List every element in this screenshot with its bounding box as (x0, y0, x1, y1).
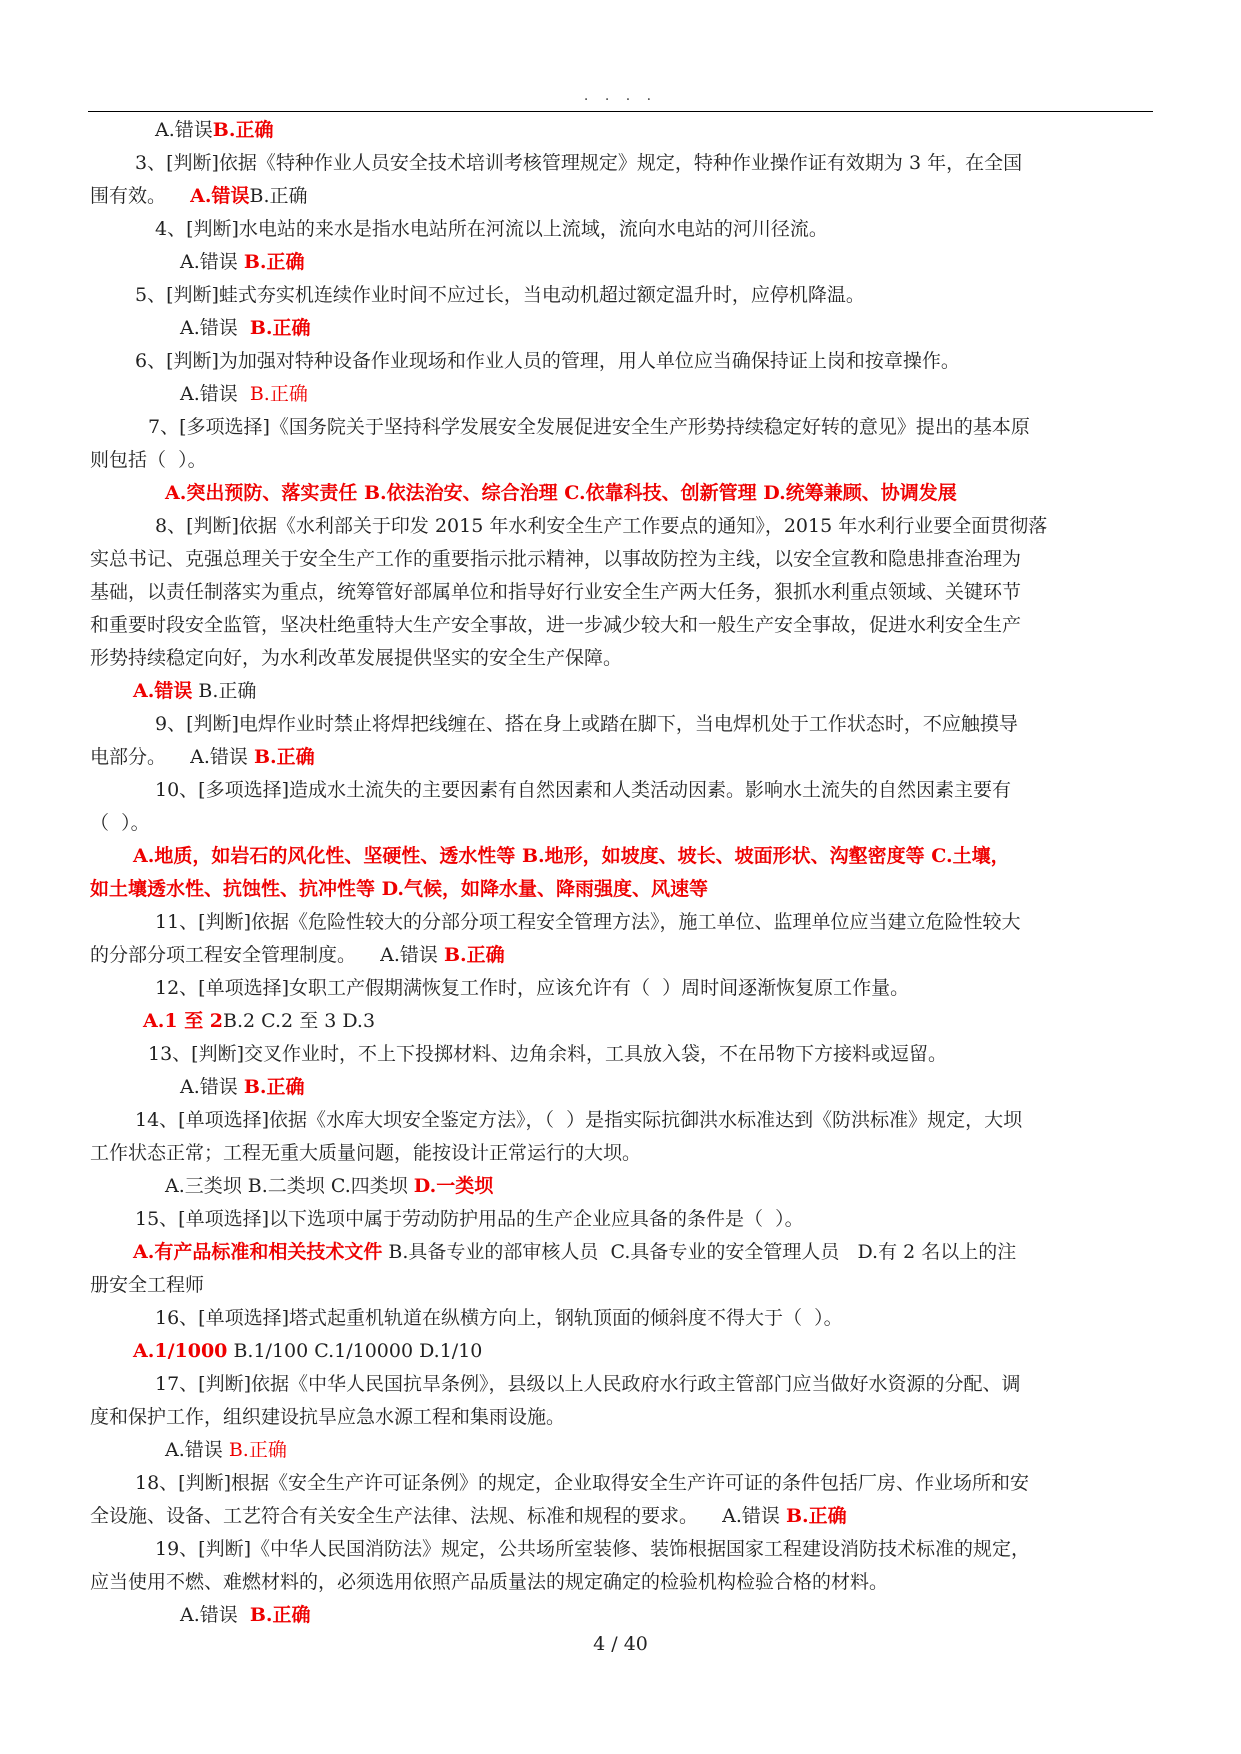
text-segment: 4、[判断]水电站的来水是指水电站所在河流以上流域，流向水电站的河川径流。 (155, 218, 828, 240)
answer-highlight: A.突出预防、落实责任 B.依法治安、综合治理 C.依靠科技、创新管理 D.统筹兼顾、协调发展 (165, 482, 957, 504)
answer-highlight: B.正确 (212, 119, 274, 141)
text-segment: A.错误 (180, 383, 250, 405)
text-line (0, 1404, 1241, 1430)
text-line (0, 711, 1241, 737)
text-segment: 9、[判断]电焊作业时禁止将焊把线缠在、搭在身上或踏在脚下，当电焊机处于工作状态时，不应触摸导 (155, 713, 1018, 735)
text-line (0, 1569, 1241, 1595)
text-line (0, 843, 1241, 869)
text-segment: 度和保护工作，组织建设抗旱应急水源工程和集雨设施。 (90, 1406, 566, 1428)
text-segment: 电部分。 A.错误 (90, 746, 254, 768)
text-line (0, 1041, 1241, 1067)
text-segment: B.具备专业的部审核人员 C.具备专业的安全管理人员 D.有 2 名以上的注 (382, 1241, 1017, 1263)
text-segment: A.三类坝 B.二类坝 C.四类坝 (165, 1175, 414, 1197)
text-line (0, 1338, 1241, 1364)
text-segment: 17、[判断]依据《中华人民国抗旱条例》，县级以上人民政府水行政主管部门应当做好水资源的分配、调 (155, 1373, 1021, 1395)
text-segment: 3、[判断]依据《特种作业人员安全技术培训考核管理规定》规定，特种作业操作证有效期为 3 年，在全国 (135, 152, 1023, 174)
text-line (0, 381, 1241, 407)
text-line (0, 744, 1241, 770)
text-segment: 工作状态正常；工程无重大质量问题，能按设计正常运行的大坝。 (90, 1142, 642, 1164)
text-line (0, 1470, 1241, 1496)
answer-highlight: A.错误 (190, 185, 250, 207)
text-line (0, 1239, 1241, 1265)
text-segment: 册安全工程师 (90, 1274, 205, 1296)
answer-highlight: B.正确 (443, 944, 505, 966)
text-segment: 的分部分项工程安全管理制度。 A.错误 (90, 944, 444, 966)
text-line (0, 183, 1241, 209)
text-line (0, 909, 1241, 935)
answer-highlight: B.正确 (243, 251, 305, 273)
text-segment: B.2 C.2 至 3 D.3 (223, 1010, 376, 1032)
text-line (0, 1437, 1241, 1463)
answer-highlight: B.正确 (253, 746, 315, 768)
text-segment: A.错误 (180, 1076, 244, 1098)
text-line (0, 282, 1241, 308)
text-segment: 基础，以责任制落实为重点，统筹管好部属单位和指导好行业安全生产两大任务，狠抓水利重点领域、关键环节 (90, 581, 1022, 603)
text-line (0, 513, 1241, 539)
answer-highlight: A.1 至 2 (143, 1010, 224, 1032)
answer-highlight: B.正确 (785, 1505, 847, 1527)
text-line (0, 414, 1241, 440)
text-line (0, 1107, 1241, 1133)
text-line (0, 1074, 1241, 1100)
text-segment: 则包括（ ）。 (90, 449, 207, 471)
text-segment: 11、[判断]依据《危险性较大的分部分项工程安全管理方法》，施工单位、监理单位应当建立危险性较大 (155, 911, 1021, 933)
text-line (0, 348, 1241, 374)
text-segment: 和重要时段安全监管，坚决杜绝重特大生产安全事故，进一步减少较大和一般生产安全事故，促进水利安全生产 (90, 614, 1022, 636)
text-segment: 应当使用不燃、难燃材料的，必须选用依照产品质量法的规定确定的检验机构检验合格的材料。 (90, 1571, 889, 1593)
answer-highlight: D.一类坝 (413, 1175, 494, 1197)
header-rule (88, 111, 1153, 112)
text-line (0, 1140, 1241, 1166)
answer-highlight: A.地质，如岩石的风化性、坚硬性、透水性等 B.地形，如坡度、坡长、坡面形状、沟壑密度等 C.土壤， (133, 845, 1010, 867)
text-line (0, 1008, 1241, 1034)
text-segment: 形势持续稳定向好，为水利改革发展提供坚实的安全生产保障。 (90, 647, 623, 669)
text-line (0, 1602, 1241, 1628)
text-segment: 12、[单项选择]女职工产假期满恢复工作时，应该允许有（ ）周时间逐渐恢复原工作量。 (155, 977, 910, 999)
answer-highlight: B.正确 (243, 1076, 305, 1098)
answer-highlight: 如土壤透水性、抗蚀性、抗冲性等 D.气候，如降水量、降雨强度、风速等 (90, 878, 709, 900)
text-line (0, 480, 1241, 506)
text-line (0, 810, 1241, 836)
text-segment: 围有效。 (90, 185, 191, 207)
text-line (0, 546, 1241, 572)
text-line (0, 579, 1241, 605)
text-segment: A.错误 (155, 119, 213, 141)
text-segment: B.正确 (249, 185, 308, 207)
text-line (0, 678, 1241, 704)
text-line (0, 777, 1241, 803)
text-line (0, 150, 1241, 176)
text-line (0, 942, 1241, 968)
text-line (0, 1206, 1241, 1232)
text-line (0, 1173, 1241, 1199)
answer-highlight: B.正确 (249, 383, 308, 405)
text-line (0, 975, 1241, 1001)
text-segment: 实总书记、克强总理关于安全生产工作的重要指示批示精神，以事故防控为主线，以安全宣教和隐患排查治理为 (90, 548, 1022, 570)
answer-highlight: B.正确 (228, 1439, 287, 1461)
text-line (0, 876, 1241, 902)
text-line (0, 1503, 1241, 1529)
text-segment: 6、[判断]为加强对特种设备作业现场和作业人员的管理，用人单位应当确保持证上岗和按章操作。 (135, 350, 960, 372)
text-segment: B.正确 (192, 680, 257, 702)
text-line (0, 612, 1241, 638)
page-number: 4 / 40 (593, 1633, 648, 1655)
answer-highlight: A.有产品标准和相关技术文件 (133, 1241, 383, 1263)
text-segment: 全设施、设备、工艺符合有关安全生产法律、法规、标准和规程的要求。 A.错误 (90, 1505, 786, 1527)
answer-highlight: A.错误 (133, 680, 193, 702)
text-line (0, 447, 1241, 473)
text-segment: 13、[判断]交叉作业时，不上下投掷材料、边角余料，工具放入袋，不在吊物下方接料或逗留。 (148, 1043, 948, 1065)
answer-highlight: A.1/1000 (133, 1340, 228, 1362)
text-segment: 7、[多项选择]《国务院关于坚持科学发展安全发展促进安全生产形势持续稳定好转的意见》提出的基本原 (148, 416, 1030, 438)
text-line (0, 249, 1241, 275)
text-line (0, 216, 1241, 242)
text-line (0, 315, 1241, 341)
text-segment: A.错误 (180, 251, 244, 273)
text-segment: 15、[单项选择]以下选项中属于劳动防护用品的生产企业应具备的条件是（ ）。 (135, 1208, 804, 1230)
text-segment: 8、[判断]依据《水利部关于印发 2015 年水利安全生产工作要点的通知》，2015 年水利行业要全面贯彻落 (155, 515, 1048, 537)
page-header-dots: . . . . (583, 88, 658, 104)
text-segment: （ ）。 (90, 812, 150, 834)
answer-highlight: B.正确 (249, 317, 311, 339)
text-segment: 16、[单项选择]塔式起重机轨道在纵横方向上，钢轨顶面的倾斜度不得大于（ ）。 (155, 1307, 843, 1329)
text-segment: A.错误 (180, 1604, 250, 1626)
text-segment: 14、[单项选择]依据《水库大坝安全鉴定方法》，（ ）是指实际抗御洪水标准达到《防洪标准》规定，大坝 (135, 1109, 1023, 1131)
text-segment: B.1/100 C.1/10000 D.1/10 (227, 1340, 483, 1362)
text-segment: A.错误 (165, 1439, 229, 1461)
text-line (0, 1272, 1241, 1298)
text-segment: A.错误 (180, 317, 250, 339)
text-segment: 19、[判断]《中华人民国消防法》规定，公共场所室装修、装饰根据国家工程建设消防技术标准的规定， (155, 1538, 1031, 1560)
text-line (0, 117, 1241, 143)
text-segment: 5、[判断]蛙式夯实机连续作业时间不应过长，当电动机超过额定温升时，应停机降温。 (135, 284, 865, 306)
text-line (0, 1305, 1241, 1331)
text-line (0, 1536, 1241, 1562)
text-segment: 18、[判断]根据《安全生产许可证条例》的规定，企业取得安全生产许可证的条件包括厂房、作业场所和安 (135, 1472, 1030, 1494)
text-line (0, 645, 1241, 671)
answer-highlight: B.正确 (249, 1604, 311, 1626)
text-line (0, 1371, 1241, 1397)
text-segment: 10、[多项选择]造成水土流失的主要因素有自然因素和人类活动因素。影响水土流失的自然因素主要有 (155, 779, 1012, 801)
